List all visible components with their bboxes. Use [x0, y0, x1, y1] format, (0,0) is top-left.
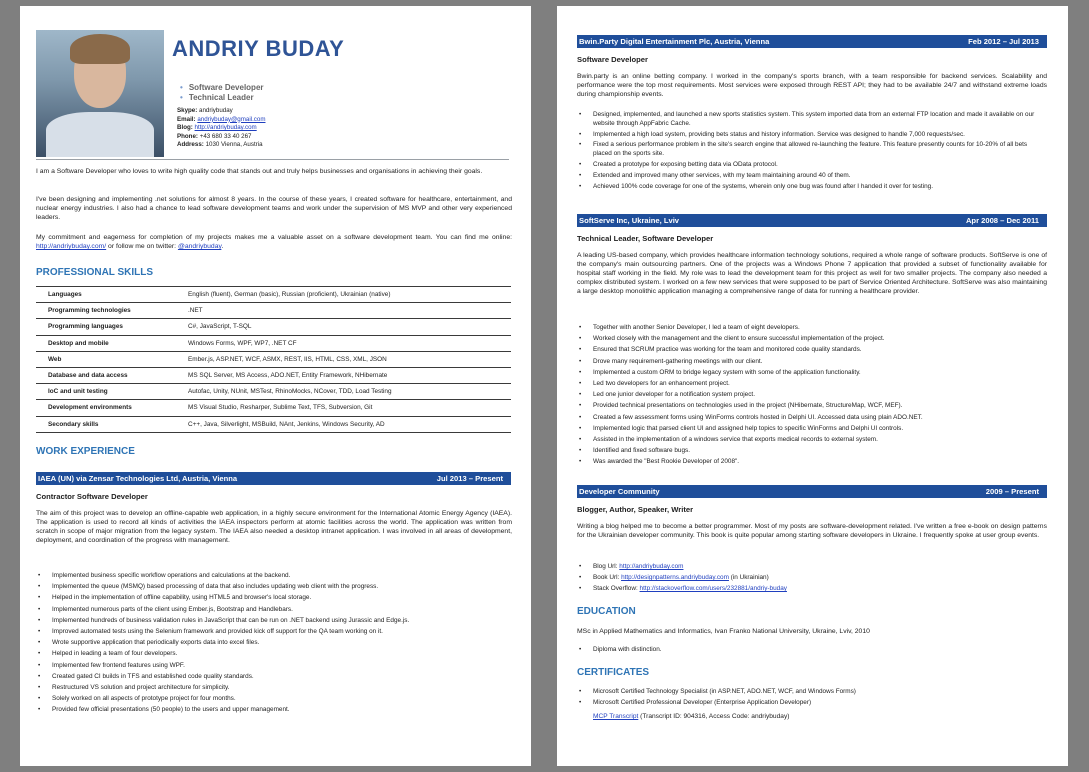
job-header-bar: [36, 472, 511, 485]
job-bullet: • Implemented business specific workflow operations and calculations at the backend.: [36, 570, 512, 581]
skill-row: [36, 287, 511, 303]
job-bullet: • Provided few official presentations (50 people) to the users and upper management.: [36, 704, 512, 715]
blog-label: Blog:: [177, 124, 193, 132]
blog-link[interactable]: http://andriybuday.com: [194, 124, 257, 132]
community-link-list: [577, 561, 1047, 595]
book-url-link[interactable]: http://designpatterns.andriybuday.com: [621, 574, 729, 582]
education-degree: MSc in Applied Mathematics and Informatics, Ivan Franko National University, Ukraine, Lviv, 2010: [577, 628, 870, 635]
certificates-heading: CERTIFICATES: [577, 667, 650, 678]
education-heading: EDUCATION: [577, 606, 636, 617]
skill-row: [36, 367, 511, 383]
skill-category: Database and data access: [36, 367, 188, 383]
job-bullet: • Solely worked on all aspects of prototype project for four months.: [36, 693, 512, 704]
job-bullet-list: [577, 111, 1047, 194]
education-bullet-list: [577, 644, 1047, 655]
job-bullet: • Created gated CI builds in TFS and established code quality standards.: [36, 671, 512, 682]
job-bullet: • Fixed a serious performance problem in the site's search engine that allowed re-launching the feature. This feature presently counts for 10-20% of all bets placed on the sports site.: [577, 141, 1047, 158]
blog-url-link[interactable]: http://andriybuday.com: [619, 563, 684, 570]
job-dates: Apr 2008 – Dec 2011: [965, 216, 1039, 225]
job-bullet: • Provided technical presentations on technologies used in the project (NHibernate, StructureMap, WCF, MEF).: [577, 400, 1047, 411]
job-header-bar: [577, 214, 1047, 227]
summary-paragraph: I am a Software Developer who loves to write high quality code that stands out and truly helps businesses and organisations in achieving their goals.: [36, 168, 483, 175]
job-bullet: • Extended and improved many other services, with my team maintaining around 40 of them.: [577, 172, 1047, 181]
link-label: Blog Url:: [593, 563, 620, 570]
skill-category: Languages: [36, 287, 188, 303]
email-line: [177, 116, 266, 125]
job-company: Bwin.Party Digital Entertainment Plc, Austria, Vienna: [579, 37, 770, 46]
link-tail: (in Ukrainian): [728, 574, 769, 582]
skype-label: Skype:: [177, 107, 198, 114]
twitter-link[interactable]: @andriybuday: [177, 243, 222, 250]
job-company: SoftServe Inc, Ukraine, Lviv: [579, 216, 680, 225]
skills-heading: PROFESSIONAL SKILLS: [36, 267, 154, 278]
job-bullet: • Restructured VS solution and project architecture for simplicity.: [36, 682, 512, 693]
work-heading: WORK EXPERIENCE: [36, 446, 135, 457]
summary-paragraph: I've been designing and implementing .net solutions for almost 8 years. In the course of these years, I created software for healthcare, entertainment, and nuclear energy industries. I also had a chance to lead software development teams and work under the supervision of MS MVP and other very experienced leaders.: [36, 196, 512, 221]
job-bullet: • Implemented the queue (MSMQ) based processing of data that also includes updating web client with the progress.: [36, 581, 512, 592]
resume-page-1: [20, 6, 531, 766]
job-company: Developer Community: [579, 487, 660, 496]
mcp-transcript-link[interactable]: MCP Transcript: [593, 713, 639, 720]
job-description: The aim of this project was to develop an offline-capable web application, in a highly secure environment for the International Atomic Energy Agency (IAEA). The application is used to record all kinds of activities the IAEA inspectors perform at atomic facilities across the world. The application was written from scratch in scope of major migration from the legacy system. The IAEA also needed a desktop intranet application. I was involved in all areas of development, deployment, and coordination of the progress with management.: [36, 510, 512, 544]
skill-category: Desktop and mobile: [36, 335, 188, 351]
job-bullet: • Designed, implemented, and launched a new sports statistics system. This system imported data from an external FTP location and made it available on our website through AppFabric Cache.: [577, 111, 1047, 128]
role-list: [180, 83, 264, 103]
job-header-bar: [577, 485, 1047, 498]
skill-category: IoC and unit testing: [36, 384, 188, 400]
job-bullet-list: [577, 322, 1047, 468]
job-title: Technical Leader, Software Developer: [577, 234, 714, 243]
phone-line: [177, 133, 266, 142]
job-dates: Jul 2013 – Present: [436, 474, 503, 483]
job-bullet: • Assisted in the implementation of a windows service that exports medical records to external system.: [577, 434, 1047, 445]
skill-category: Programming languages: [36, 319, 188, 335]
skill-category: Programming technologies: [36, 303, 188, 319]
job-bullet: • Implemented a high load system, providing bets status and history information. Service was designed to handle 7,000 requests/sec.: [577, 131, 1047, 140]
summary-paragraph: [36, 233, 512, 251]
skill-values: Ember.js, ASP.NET, WCF, ASMX, REST, IIS, HTML, CSS, XML, JSON: [188, 351, 511, 367]
summary-text: or follow me on twitter:: [106, 243, 178, 250]
email-link[interactable]: andriybuday@gmail.com: [197, 115, 266, 123]
address-label: Address:: [177, 141, 204, 149]
skill-values: C++, Java, Silverlight, MSBuild, NAnt, Jenkins, Windows Security, AD: [188, 416, 511, 432]
skill-values: English (fluent), German (basic), Russian (proficient), Ukrainian (native): [188, 287, 511, 303]
skill-category: Web: [36, 351, 188, 367]
skill-row: [36, 416, 511, 432]
link-label: Stack Overflow:: [593, 585, 640, 593]
skill-values: .NET: [188, 303, 511, 319]
certificate-item: • Microsoft Certified Professional Developer (Enterprise Application Developer): [577, 697, 1047, 708]
skill-row: [36, 384, 511, 400]
job-description: Bwin.party is an online betting company. I worked in the company's sports branch, with a team responsible for backend services. Scalability and performance were the top most requirements. Most services were exposed through REST API; they had to be available 24/7 and withstand extreme loads during championship events.: [577, 73, 1047, 98]
job-bullet: • Worked closely with the management and the client to ensure successful implementation of the project.: [577, 333, 1047, 344]
candidate-name: ANDRIY BUDAY: [172, 36, 345, 61]
job-bullet: • Helped in leading a team of four developers.: [36, 648, 512, 659]
header-divider: [36, 159, 509, 160]
skype-value: andriybuday: [199, 107, 233, 114]
job-bullet: • Implemented few frontend features using WPF.: [36, 660, 512, 671]
skill-category: Development environments: [36, 400, 188, 416]
job-bullet: • Led one junior developer for a notification system project.: [577, 389, 1047, 400]
profile-photo: [36, 30, 164, 157]
job-bullet: • Helped in the implementation of offline capability, using HTML5 and browser's local storage.: [36, 592, 512, 603]
community-link-item: [577, 572, 1047, 583]
job-dates: 2009 – Present: [985, 487, 1039, 496]
job-bullet: • Led two developers for an enhancement project.: [577, 378, 1047, 389]
job-bullet: • Achieved 100% code coverage for one of the systems, wherein only one bug was found after I handed it over for testing.: [577, 183, 1047, 192]
skill-row: [36, 319, 511, 335]
skill-row: [36, 303, 511, 319]
blog-line: [177, 124, 266, 133]
job-title: Contractor Software Developer: [36, 492, 148, 501]
skill-values: Windows Forms, WPF, WP7, .NET CF: [188, 335, 511, 351]
mcp-transcript-details: (Transcript ID: 904316, Access Code: andriybuday): [638, 713, 790, 720]
skill-row: [36, 335, 511, 351]
skill-category: Secondary skills: [36, 416, 188, 432]
job-bullet: • Implemented a custom ORM to bridge legacy system with some of the application functionality.: [577, 367, 1047, 378]
job-description: Writing a blog helped me to become a better programmer. Most of my posts are software-development related. I've written a free e-book on design patterns for the Ukrainian developer community. This book is quite popular among starting software developers in Ukraine. I frequently spoke at user group events.: [577, 523, 1047, 539]
skill-values: MS SQL Server, MS Access, ADO.NET, Entity Framework, NHibernate: [188, 367, 511, 383]
job-bullet: • Drove many requirement-gathering meetings with our client.: [577, 356, 1047, 367]
address-line: [177, 141, 266, 150]
job-bullet: • Implemented hundreds of business validation rules in JavaScript that can be run on .NET backend using Jurassic and Edge.js.: [36, 615, 512, 626]
role-item: • Technical Leader: [180, 93, 264, 103]
job-header-bar: [577, 35, 1047, 48]
education-bullet: • Diploma with distinction.: [577, 644, 1047, 655]
stackoverflow-link[interactable]: http://stackoverflow.com/users/232881/andriy-buday: [639, 585, 787, 593]
contact-block: [177, 107, 266, 150]
job-bullet-list: [36, 570, 512, 716]
job-bullet: • Identified and fixed software bugs.: [577, 445, 1047, 456]
website-link[interactable]: http://andriybuday.com/: [36, 243, 107, 250]
resume-page-2: [557, 6, 1068, 766]
skill-row: [36, 351, 511, 367]
job-bullet: • Implemented numerous parts of the client using Ember.js, Bootstrap and Handlebars.: [36, 604, 512, 615]
community-link-item: [577, 583, 1047, 594]
job-bullet: • Created a few assessment forms using WinForms controls hosted in Delphi UI. Accessed data using plain ADO.NET.: [577, 412, 1047, 423]
summary-text: .: [221, 243, 224, 250]
skills-table: [36, 286, 511, 433]
job-title: Blogger, Author, Speaker, Writer: [577, 505, 694, 514]
skill-values: C#, JavaScript, T-SQL: [188, 319, 511, 335]
job-title: Software Developer: [577, 55, 648, 64]
role-item: • Software Developer: [180, 83, 264, 93]
job-bullet: • Ensured that SCRUM practice was working for the team and monitored code quality standards.: [577, 344, 1047, 355]
photo-hair: [70, 34, 130, 64]
job-bullet: • Wrote supportive application that periodically exports data into excel files.: [36, 637, 512, 648]
job-bullet: • Together with another Senior Developer, I led a team of eight developers.: [577, 322, 1047, 333]
skill-values: Autofac, Unity, NUnit, MSTest, RhinoMocks, NCover, TDD, Load Testing: [188, 384, 511, 400]
skill-row: [36, 400, 511, 416]
phone-label: Phone:: [177, 132, 198, 140]
phone-value: +43 680 33 40 267: [199, 132, 252, 140]
community-link-item: [577, 561, 1047, 572]
job-bullet: • Improved automated tests using the Selenium framework and provided kick off support for the QA team working on it.: [36, 626, 512, 637]
certificate-item: • Microsoft Certified Technology Specialist (in ASP.NET, ADO.NET, WCF, and Windows Forms): [577, 686, 1047, 697]
job-bullet: • Implemented logic that parsed client UI and assigned help topics to specific WinForms and Delphi UI controls.: [577, 423, 1047, 434]
summary-text: My commitment and eagerness for completion of my projects makes me a valuable asset on a software development team. You can find me online:: [36, 234, 512, 241]
skype-line: [177, 107, 266, 116]
mcp-transcript-line: [593, 713, 789, 720]
job-bullet: • Was awarded the "Best Rookie Developer of 2008".: [577, 456, 1047, 467]
email-label: Email:: [177, 115, 196, 123]
job-company: IAEA (UN) via Zensar Technologies Ltd, Austria, Vienna: [38, 474, 238, 483]
link-label: Book Url:: [593, 574, 622, 582]
job-description: A leading US-based company, which provides healthcare information technology solutions, required a whole range of software products. SoftServe is one of the company's main outsourcing partners. One of the projects was a Windows Phone 7 application that provided a subset of functionality available for hospital staff working in the field. My role was to lead the development team for this project as well for two smaller projects. The company also needed a complex distributed system. I worked on a few new services that were supposed to be part of Service Oriented Architecture. SoftServe was also maintaining a large desktop monolithic application managing a comprehensive range of data for running a healthcare provider.: [577, 252, 1047, 295]
certificate-list: [577, 686, 1047, 708]
skill-values: MS Visual Studio, Resharper, Sublime Text, TFS, Subversion, Git: [188, 400, 511, 416]
job-bullet: • Created a prototype for exposing betting data via OData protocol.: [577, 161, 1047, 170]
address-value: 1030 Vienna, Austria: [205, 141, 263, 149]
photo-shirt: [46, 112, 154, 157]
job-dates: Feb 2012 – Jul 2013: [968, 37, 1039, 46]
